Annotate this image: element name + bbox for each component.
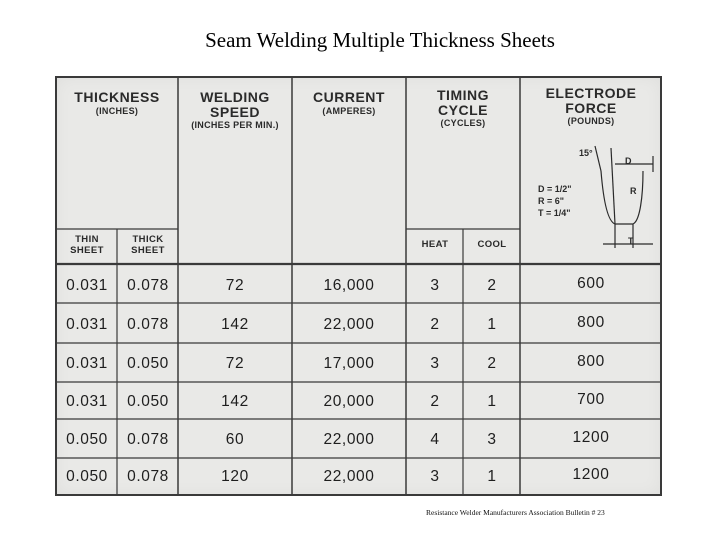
page-title: Seam Welding Multiple Thickness Sheets bbox=[205, 28, 555, 52]
header-thickness: THICKNESS (INCHES) bbox=[74, 89, 160, 116]
diagram-r-label: R bbox=[630, 186, 637, 196]
source-credit: Resistance Welder Manufacturers Association Bulletin # 23 bbox=[426, 508, 605, 517]
subheader-cool: COOL bbox=[477, 239, 507, 250]
electrode-diagram bbox=[595, 146, 653, 248]
diagram-d-label: D bbox=[625, 156, 632, 166]
subheader-heat: HEAT bbox=[421, 239, 449, 250]
diagram-t-label: T bbox=[628, 236, 634, 246]
diagram-spec-t: T = 1/4" bbox=[538, 208, 571, 218]
diagram-spec-d: D = 1/2" bbox=[538, 184, 572, 194]
diagram-spec-r: R = 6" bbox=[538, 196, 565, 206]
subheader-thin-sheet: THIN SHEET bbox=[70, 234, 104, 257]
header-welding-speed: WELDING SPEED (INCHES PER MIN.) bbox=[191, 89, 279, 131]
header-electrode-force: ELECTRODE FORCE (POUNDS) bbox=[545, 85, 637, 127]
diagram-angle-label: 15° bbox=[579, 148, 593, 158]
header-timing-cycle: TIMING CYCLE (CYCLES) bbox=[437, 87, 489, 129]
scanned-table-sheet: THICKNESS (INCHES) WELDING SPEED (INCHES PER MIN.) CURRENT (AMPERES) TIMING CYCLE (CYCLES) ELECTRODE FORCE (POUNDS) THIN SHEET THICK SHEET HEAT COOL 15° D R T D = 1/2" R = 6" T = 1/4" 0.031 0.078 72 16,000 3 2 600 0.031 0.078 142 22,000 2 1 800 0.031 0.050 72 17,000 3 2 800 0.031 0.050 142 20,000 2 1 700 0.050 0.078 60 22,000 4 3 1200 0.050 0.078 120 22,000 3 1 1200 bbox=[55, 76, 662, 496]
header-current: CURRENT (AMPERES) bbox=[313, 89, 385, 116]
subheader-thick-sheet: THICK SHEET bbox=[131, 234, 165, 257]
